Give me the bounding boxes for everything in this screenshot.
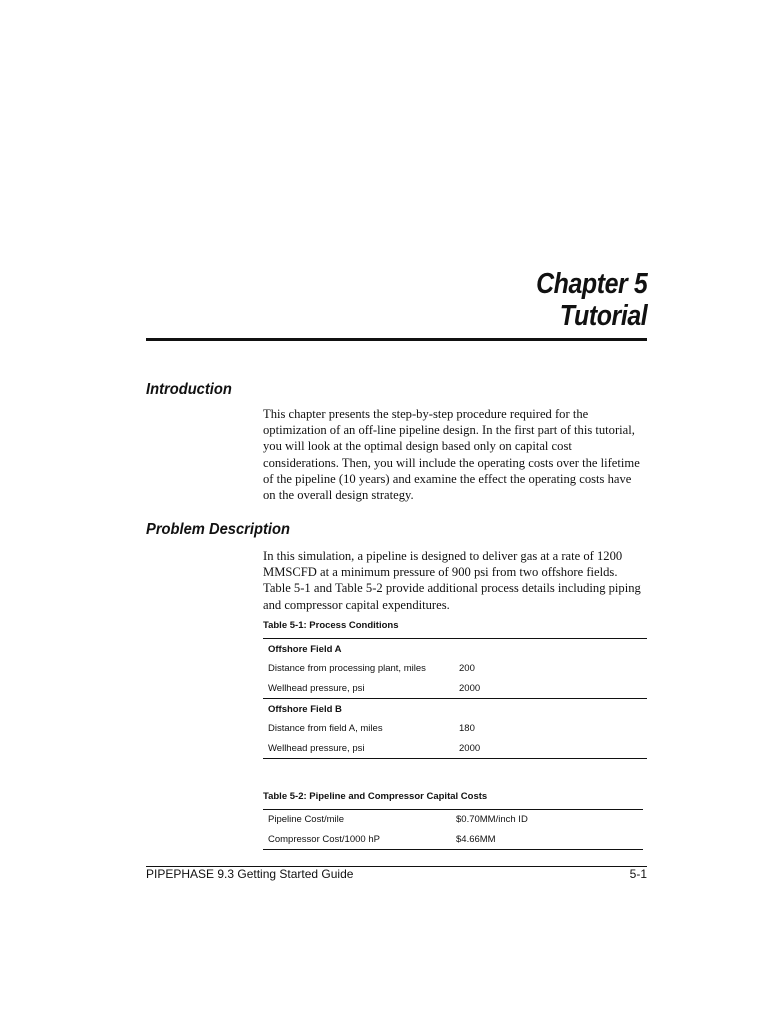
row-label: Distance from field A, miles — [268, 723, 383, 735]
row-label: Compressor Cost/1000 hP — [268, 833, 380, 845]
chapter-title: Tutorial — [559, 300, 647, 332]
chapter-heading — [536, 268, 647, 332]
capital-costs-table — [263, 809, 643, 850]
problem-description-heading: Problem Description — [146, 521, 290, 538]
row-value: $4.66MM — [456, 833, 496, 845]
introduction-paragraph: This chapter presents the step-by-step procedure required for the optimization of an off-line pipeline design. In the first part of this tutorial, you will look at the optimal design based only on capital cost considerations. Then, you will include the operating costs over the lifetime of the pipeline (10 years) and examine the effect the operating costs have on the overall design strategy. — [263, 407, 640, 503]
row-value: 2000 — [459, 742, 481, 754]
row-label: Wellhead pressure, psi — [268, 682, 365, 694]
row-value: 180 — [459, 723, 475, 735]
chapter-rule — [146, 338, 647, 341]
row-value: 200 — [459, 663, 475, 675]
footer-title: PIPEPHASE 9.3 Getting Started Guide — [146, 867, 354, 881]
table-row — [263, 739, 647, 759]
table-5-2-caption: Table 5-2: Pipeline and Compressor Capital Costs — [263, 791, 488, 802]
table-5-1-caption: Table 5-1: Process Conditions — [263, 620, 399, 631]
table-row — [263, 719, 647, 739]
table-row — [263, 810, 643, 830]
table-row — [263, 679, 647, 699]
chapter-number: Chapter 5 — [535, 268, 647, 300]
table-group-header — [263, 639, 647, 660]
row-label: Wellhead pressure, psi — [268, 742, 365, 754]
row-label: Distance from processing plant, miles — [268, 663, 426, 675]
introduction-heading: Introduction — [146, 381, 232, 398]
process-conditions-table — [263, 638, 647, 759]
group-name: Offshore Field B — [263, 699, 647, 720]
group-name: Offshore Field A — [268, 643, 342, 655]
problem-description-paragraph: In this simulation, a pipeline is designed to deliver gas at a rate of 1200 MMSCFD at a minimum pressure of 900 psi from two offshore fields. Table 5-1 and Table 5-2 provide additional process details including piping and compressor capital expenditures. — [263, 549, 641, 612]
row-label: Pipeline Cost/mile — [268, 814, 345, 826]
row-value: $0.70MM/inch ID — [456, 814, 528, 826]
table-row — [263, 659, 647, 679]
row-value: 2000 — [459, 682, 481, 694]
table-row — [263, 830, 643, 850]
table-group-header — [263, 699, 647, 720]
page-number: 5-1 — [629, 867, 647, 881]
